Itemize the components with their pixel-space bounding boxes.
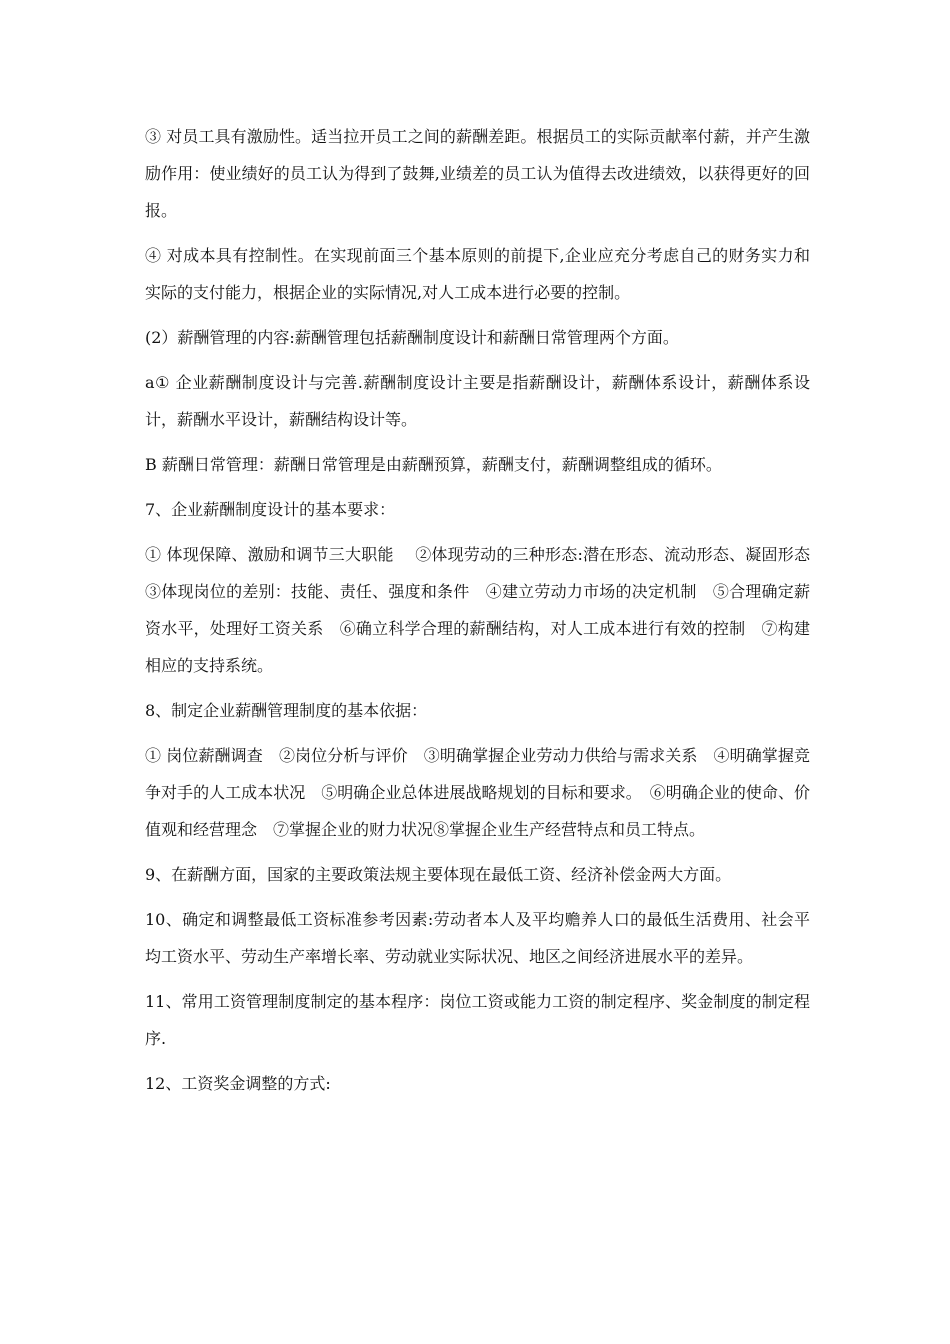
heading-section-12: 12、工资奖金调整的方式: [145, 1074, 331, 1093]
document-page [145, 118, 827, 1110]
paragraph-system-design: a① 企业薪酬制度设计与完善.薪酬制度设计主要是指薪酬设计，薪酬体系设计，薪酬体系设计，薪酬水平设计，薪酬结构设计等。 [145, 373, 810, 429]
paragraph-section-11: 11、常用工资管理制度制定的基本程序：岗位工资或能力工资的制定程序、奖金制度的制定程序. [145, 992, 810, 1048]
heading-section-8: 8、制定企业薪酬管理制度的基本依据： [145, 701, 428, 720]
paragraph-section-10: 10、确定和调整最低工资标准参考因素:劳动者本人及平均赡养人口的最低生活费用、社会平均工资水平、劳动生产率增长率、劳动就业实际状况、地区之间经济进展水平的差异。 [145, 910, 810, 966]
paragraph-management-content: (2）薪酬管理的内容:薪酬管理包括薪酬制度设计和薪酬日常管理两个方面。 [145, 328, 679, 347]
paragraph-incentive-principle: ③ 对员工具有激励性。适当拉开员工之间的薪酬差距。根据员工的实际贡献率付薪，并产生激励作用：使业绩好的员工认为得到了鼓舞,业绩差的员工认为值得去改进绩效，以获得更好的回报。 [145, 127, 810, 220]
paragraph-basic-basis: ① 岗位薪酬调查 ②岗位分析与评价 ③明确掌握企业劳动力供给与需求关系 ④明确掌握竞争对手的人工成本状况 ⑤明确企业总体进展战略规划的目标和要求。 ⑥明确企业的使命、价值观和经营理念 ⑦掌握企业的财力状况⑧掌握企业生产经营特点和员工特点。 [145, 746, 810, 839]
paragraph-section-9: 9、在薪酬方面，国家的主要政策法规主要体现在最低工资、经济补偿金两大方面。 [145, 865, 732, 884]
heading-section-7: 7、企业薪酬制度设计的基本要求： [145, 500, 396, 519]
paragraph-cost-control-principle: ④ 对成本具有控制性。在实现前面三个基本原则的前提下,企业应充分考虑自己的财务实力和实际的支付能力，根据企业的实际情况,对人工成本进行必要的控制。 [145, 246, 810, 302]
paragraph-daily-management: B 薪酬日常管理：薪酬日常管理是由薪酬预算，薪酬支付，薪酬调整组成的循环。 [145, 455, 722, 474]
paragraph-design-requirements: ① 体现保障、激励和调节三大职能 ②体现劳动的三种形态:潜在形态、流动形态、凝固形态 ③体现岗位的差别：技能、责任、强度和条件 ④建立劳动力市场的决定机制 ⑤合理确定薪资水平，处理好工资关系 ⑥确立科学合理的薪酬结构，对人工成本进行有效的控制 ⑦构建相应的支持系统。 [145, 545, 827, 675]
